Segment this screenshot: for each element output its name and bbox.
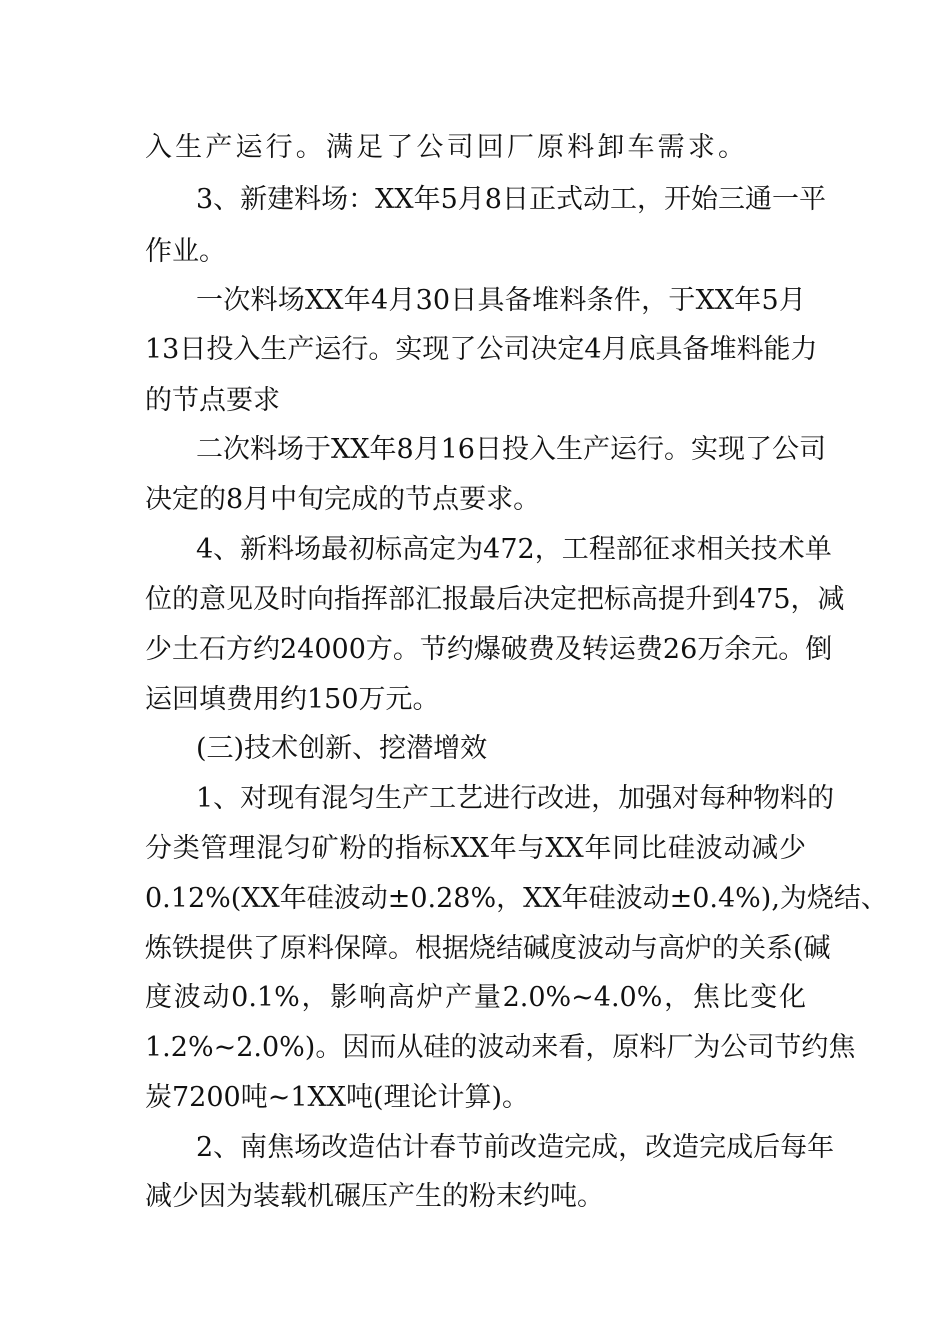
text-line: 1.2%~2.0%)。因而从硅的波动来看，原料厂为公司节约焦 [145, 1032, 856, 1063]
text-line: 分类管理混匀矿粉的指标XX年与XX年同比硅波动减少 [145, 833, 806, 864]
text-line: 减少因为装载机碾压产生的粉末约吨。 [145, 1181, 604, 1212]
text-line: 炭7200吨~1XX吨(理论计算)。 [145, 1082, 530, 1113]
text-line: 二次料场于XX年8月16日投入生产运行。实现了公司 [196, 434, 826, 465]
text-line: 4、新料场最初标高定为472，工程部征求相关技术单 [196, 534, 832, 565]
text-line: 1、对现有混匀生产工艺进行改进，加强对每种物料的 [196, 783, 835, 814]
text-line: 位的意见及时向指挥部汇报最后决定把标高提升到475，减 [145, 584, 845, 615]
text-line: 0.12%(XX年硅波动±0.28%，XX年硅波动±0.4%),为烧结、 [145, 883, 888, 914]
section-heading: (三)技术创新、挖潜增效 [196, 733, 488, 764]
text-line: 入生产运行。满足了公司回厂原料卸车需求。 [145, 132, 745, 163]
text-line: 炼铁提供了原料保障。根据烧结碱度波动与高炉的关系(碱 [145, 933, 831, 964]
text-line: 一次料场XX年4月30日具备堆料条件，于XX年5月 [196, 285, 806, 316]
text-line: 运回填费用约150万元。 [145, 684, 440, 715]
text-line: 少土石方约24000方。节约爆破费及转运费26万余元。倒 [145, 634, 833, 665]
text-line: 作业。 [145, 236, 226, 267]
text-line: 13日投入生产运行。实现了公司决定4月底具备堆料能力 [145, 334, 818, 365]
text-line: 的节点要求 [145, 385, 280, 416]
text-line: 度波动0.1%，影响高炉产量2.0%~4.0%，焦比变化 [145, 982, 806, 1013]
text-line: 2、南焦场改造估计春节前改造完成，改造完成后每年 [196, 1132, 835, 1163]
text-line: 3、新建料场：XX年5月8日正式动工，开始三通一平 [196, 184, 826, 215]
text-line: 决定的8月中旬完成的节点要求。 [145, 484, 541, 515]
